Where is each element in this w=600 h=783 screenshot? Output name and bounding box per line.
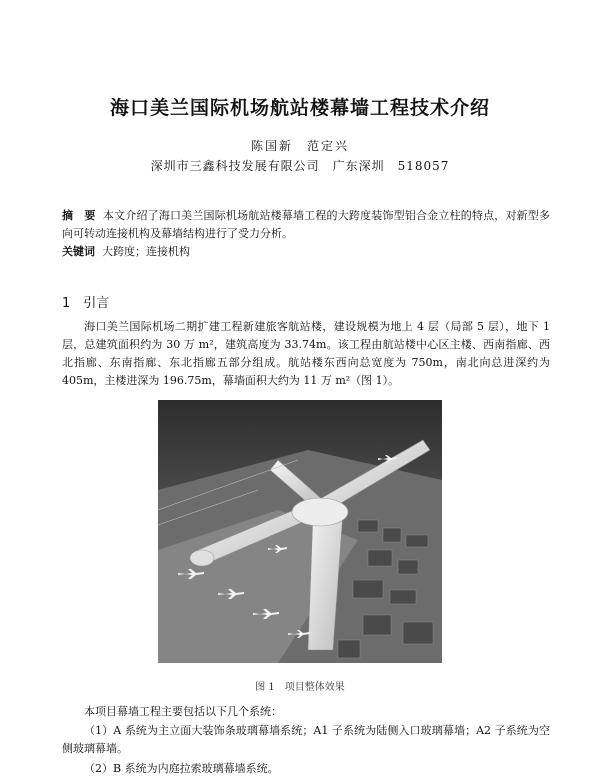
figure-caption: 图 1 项目整体效果 <box>255 682 345 693</box>
affiliation: 深圳市三鑫科技发展有限公司 广东深圳 518057 <box>150 159 450 173</box>
intro-paragraph: 海口美兰国际机场二期扩建工程新建旅客航站楼，建设规模为地上 4 层（局部 5 层），地下 1 层，总建筑面积约为 30 万 m²，建筑高度为 33.74m。该工程由航站楼中心区主楼、西南指廊、西北指廊、东南指廊、东北指廊五部分组成。航站楼东西向总宽度为 750m，南北向总进深约为 405m，主楼进深为 196.75m，幕墙面积大约为 11 万 m²（图 1）。 <box>62 320 550 387</box>
authors: 陈国新 范定兴 <box>250 139 349 153</box>
abstract <box>62 207 550 243</box>
keywords <box>62 243 550 261</box>
paper-title: 海口美兰国际机场航站楼幕墙工程技术介绍 <box>109 97 490 119</box>
section-heading: 1 引言 <box>62 296 110 311</box>
systems-intro: 本项目幕墙工程主要包括以下几个系统： <box>84 705 282 718</box>
keywords-text: 大跨度；连接机构 <box>102 245 190 258</box>
system-item-2: （2）B 系统为内庭拉索玻璃幕墙系统。 <box>84 762 279 775</box>
keywords-label: 关键词 <box>62 245 95 258</box>
system-item-1: （1）A 系统为主立面大装饰条玻璃幕墙系统；A1 子系统为陆侧入口玻璃幕墙；A2 子系统为空侧玻璃幕墙。 <box>62 724 550 755</box>
abstract-label: 摘 要 <box>62 209 96 222</box>
figure-image <box>158 400 442 663</box>
abstract-text: 本文介绍了海口美兰国际机场航站楼幕墙工程的大跨度装饰型铝合金立柱的特点，对新型多向可转动连接机构及幕墙结构进行了受力分析。 <box>62 209 550 240</box>
